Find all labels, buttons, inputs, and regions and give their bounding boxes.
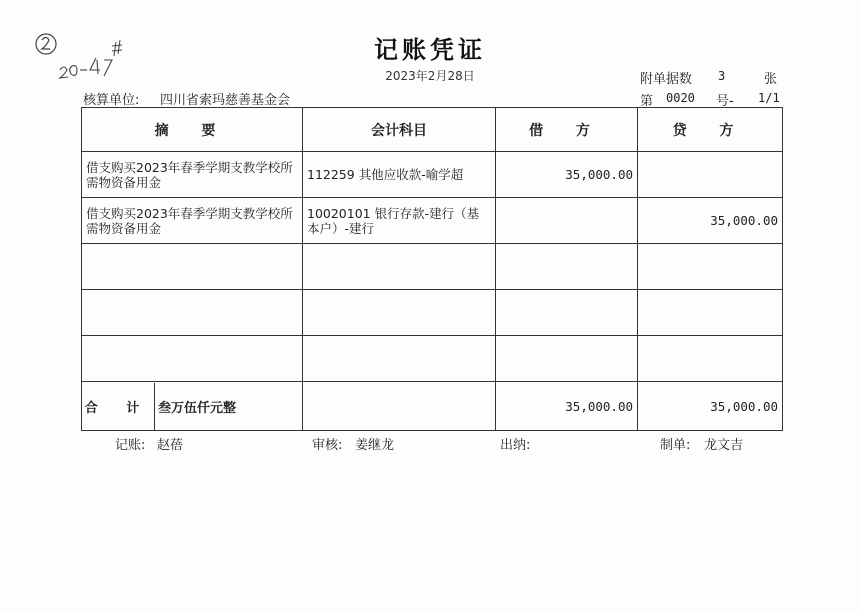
bookkeeper-label: 记账: — [115, 438, 146, 453]
table-row — [82, 290, 783, 336]
total-account-cell — [303, 382, 496, 431]
table-row — [82, 336, 783, 382]
column-header-debit: 借 方 — [496, 108, 638, 152]
total-row — [82, 382, 783, 431]
table-row — [82, 198, 783, 244]
auditor-name: 姜继龙 — [355, 438, 395, 453]
row-credit — [638, 336, 783, 382]
page-indicator: 1/1 — [758, 91, 780, 105]
table-row — [82, 244, 783, 290]
row-summary: 借支购买2023年春季学期支教学校所需物资备用金 — [82, 152, 303, 198]
row-account: 10020101 银行存款-建行（基本户）-建行 — [303, 198, 496, 244]
attachments-label: 附单据数 — [640, 72, 693, 87]
voucher-prefix: 第 — [640, 94, 654, 109]
attachments-unit: 张 — [764, 72, 778, 87]
voucher-suffix: 号- — [716, 94, 734, 109]
row-credit — [638, 152, 783, 198]
preparer-label: 制单: — [660, 438, 691, 453]
row-summary — [82, 336, 303, 382]
voucher-table — [81, 107, 783, 431]
row-summary — [82, 244, 303, 290]
row-summary — [82, 290, 303, 336]
row-summary: 借支购买2023年春季学期支教学校所需物资备用金 — [82, 198, 303, 244]
row-credit: 35,000.00 — [638, 198, 783, 244]
row-account — [303, 336, 496, 382]
voucher-title: 记账凭证 — [374, 35, 486, 64]
total-amount-in-words: 叁万伍仟元整 — [158, 400, 237, 416]
voucher-number: 0020 — [666, 91, 695, 105]
row-credit — [638, 290, 783, 336]
row-debit — [496, 290, 638, 336]
auditor-label: 审核: — [312, 438, 343, 453]
total-summary-cell — [82, 382, 303, 431]
bookkeeper-name: 赵蓓 — [157, 438, 184, 453]
preparer-name: 龙文吉 — [704, 438, 744, 453]
row-debit: 35,000.00 — [496, 152, 638, 198]
row-account — [303, 290, 496, 336]
voucher-date: 2023年2月28日 — [385, 69, 475, 83]
row-debit — [496, 244, 638, 290]
total-label: 合 计 — [82, 383, 155, 430]
row-account: 112259 其他应收款-喻学超 — [303, 152, 496, 198]
cashier-label: 出纳: — [500, 438, 531, 453]
entity-name: 四川省索玛慈善基金会 — [160, 93, 291, 108]
table-header-row — [82, 108, 783, 152]
table-row — [82, 152, 783, 198]
total-debit: 35,000.00 — [496, 382, 638, 431]
attachments-count: 3 — [718, 69, 726, 83]
column-header-summary: 摘 要 — [82, 108, 303, 152]
row-debit — [496, 336, 638, 382]
row-debit — [496, 198, 638, 244]
entity-label: 核算单位: — [83, 93, 140, 108]
column-header-credit: 贷 方 — [638, 108, 783, 152]
row-credit — [638, 244, 783, 290]
total-credit: 35,000.00 — [638, 382, 783, 431]
row-account — [303, 244, 496, 290]
column-header-account: 会计科目 — [303, 108, 496, 152]
